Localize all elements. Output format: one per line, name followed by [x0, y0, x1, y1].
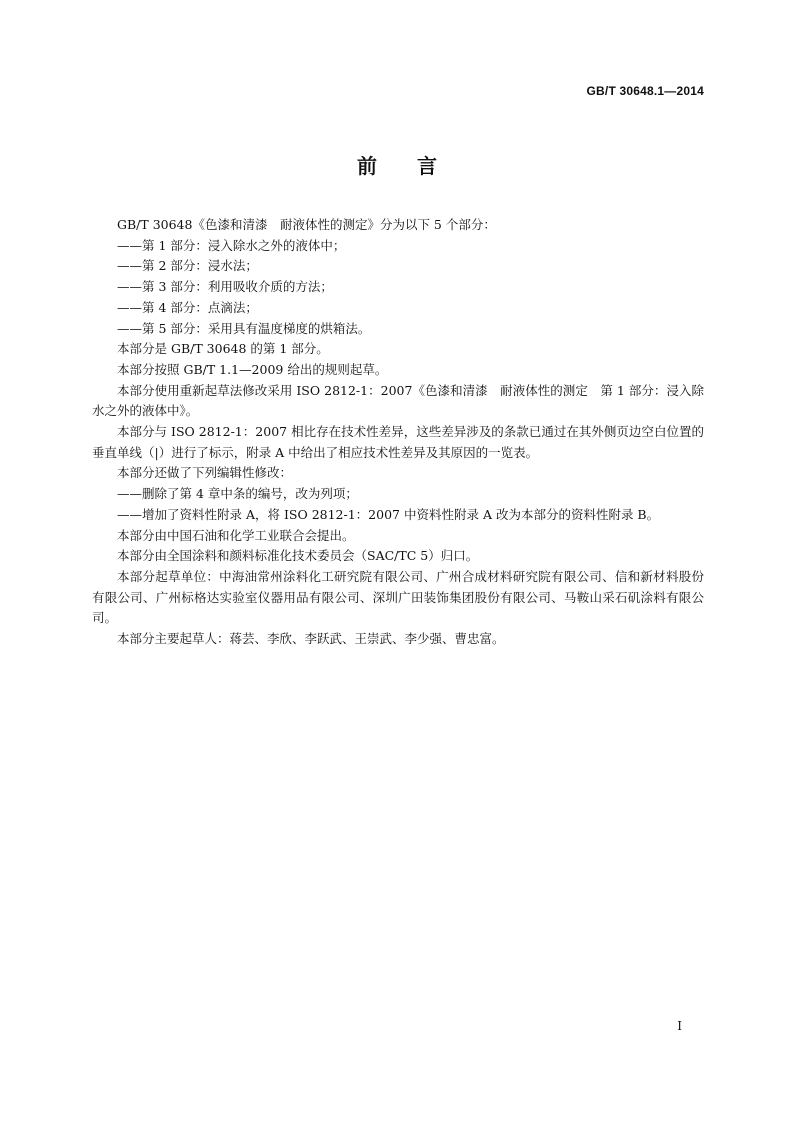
- paragraph-intro: GB/T 30648《色漆和清漆 耐液体性的测定》分为以下 5 个部分：: [117, 217, 496, 232]
- paragraph-adoption: 本部分使用重新起草法修改采用 ISO 2812-1：2007《色漆和清漆 耐液体性的测定 第 1 部分：浸入除水之外的液体中》。: [92, 382, 704, 419]
- paragraph-proposed-by: 本部分由中国石油和化学工业联合会提出。: [117, 527, 355, 543]
- paragraph-part-statement: 本部分是 GB/T 30648 的第 1 部分。: [117, 341, 329, 357]
- list-item-editorial-2: ——增加了资料性附录 A，将 ISO 2812-1：2007 中资料性附录 A 改为本部分的资料性附录 B。: [117, 506, 660, 522]
- paragraph-editorial-intro: 本部分还做了下列编辑性修改：: [117, 465, 293, 481]
- list-item-editorial-1: ——删除了第 4 章中条的编号，改为列项；: [117, 486, 358, 502]
- list-item-part-3: ——第 3 部分：利用吸收介质的方法；: [117, 279, 333, 295]
- paragraph-drafting-units: 本部分起草单位：中海油常州涂料化工研究院有限公司、广州合成材料研究院有限公司、信和新材料股份有限公司、广州标格达实验室仪器用品有限公司、深圳广田装饰集团股份有限公司、马鞍山采石矶涂料有限公司。: [92, 568, 704, 626]
- page-title: 前言: [357, 154, 477, 178]
- paragraph-administered-by: 本部分由全国涂料和颜料标准化技术委员会（SAC/TC 5）归口。: [117, 548, 479, 564]
- list-item-part-5: ——第 5 部分：采用具有温度梯度的烘箱法。: [117, 320, 371, 336]
- standard-number: GB/T 30648.1—2014: [586, 84, 704, 98]
- page-number: I: [677, 1019, 682, 1033]
- paragraph-drafters: 本部分主要起草人：蒋芸、李欣、李跃武、王崇武、李少强、曹忠富。: [117, 631, 505, 647]
- list-item-part-2: ——第 2 部分：浸水法；: [117, 258, 258, 274]
- list-item-part-4: ——第 4 部分：点滴法；: [117, 299, 258, 315]
- list-item-part-1: ——第 1 部分：浸入除水之外的液体中；: [117, 237, 346, 253]
- foreword-body: [92, 215, 704, 650]
- paragraph-technical-differences: 本部分与 ISO 2812-1：2007 相比存在技术性差异，这些差异涉及的条款已通过在其外侧页边空白位置的垂直单线（|）进行了标示，附录 A 中给出了相应技术性差异及其原因的一览表。: [92, 424, 704, 460]
- paragraph-drafting-rules: 本部分按照 GB/T 1.1—2009 给出的规则起草。: [117, 361, 388, 377]
